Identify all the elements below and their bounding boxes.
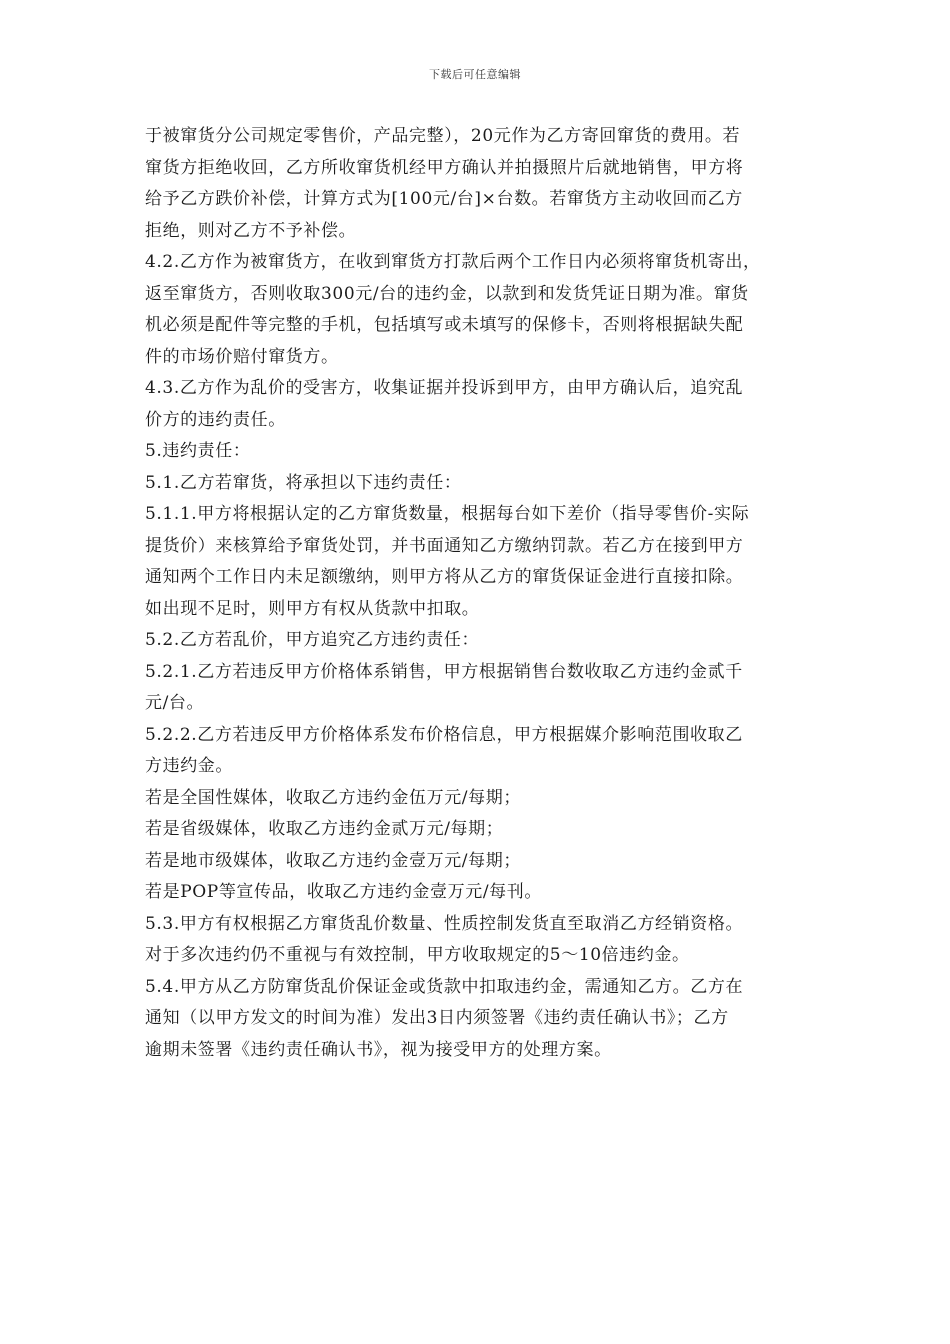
text-line: 提货价）来核算给予窜货处罚，并书面通知乙方缴纳罚款。若乙方在接到甲方: [145, 535, 744, 556]
text-line: 返至窜货方，否则收取300元/台的违约金，以款到和发货凭证日期为准。窜货: [145, 283, 749, 304]
text-line: 4.2.乙方作为被窜货方，在收到窜货方打款后两个工作日内必须将窜货机寄出，: [145, 252, 761, 272]
text-line: 4.3.乙方作为乱价的受害方，收集证据并投诉到甲方，由甲方确认后，追究乱: [145, 378, 744, 398]
text-line: 元/台。: [145, 693, 205, 713]
text-line: 如出现不足时，则甲方有权从货款中扣取。: [145, 598, 480, 619]
text-line: 5.2.2.乙方若违反甲方价格体系发布价格信息，甲方根据媒介影响范围收取乙: [145, 724, 743, 745]
text-line: 若是POP等宣传品，收取乙方违约金壹万元/每刊。: [145, 882, 542, 902]
text-line: 机必须是配件等完整的手机，包括填写或未填写的保修卡，否则将根据缺失配: [145, 315, 744, 335]
text-line: 若是省级媒体，收取乙方违约金贰万元/每期；: [145, 819, 504, 839]
text-line: 通知（以甲方发文的时间为准）发出3日内须签署《违约责任确认书》；乙方: [145, 1008, 729, 1028]
text-line: 于被窜货分公司规定零售价，产品完整），20元作为乙方寄回窜货的费用。若: [145, 126, 741, 146]
text-line: 窜货方拒绝收回，乙方所收窜货机经甲方确认并拍摄照片后就地销售，甲方将: [145, 157, 744, 178]
text-line: 价方的违约责任。: [145, 409, 286, 430]
header-note: 下载后可任意编辑: [429, 68, 521, 81]
text-line: 对于多次违约仍不重视与有效控制，甲方收取规定的5～10倍违约金。: [145, 945, 690, 965]
text-line: 若是全国性媒体，收取乙方违约金伍万元/每期；: [145, 787, 521, 808]
text-line: 通知两个工作日内未足额缴纳，则甲方将从乙方的窜货保证金进行直接扣除。: [145, 567, 744, 587]
document-body: [145, 121, 825, 1066]
text-line: 5.4.甲方从乙方防窜货乱价保证金或货款中扣取违约金，需通知乙方。乙方在: [145, 976, 744, 997]
text-line: 5.1.1.甲方将根据认定的乙方窜货数量，根据每台如下差价（指导零售价-实际: [145, 504, 750, 524]
text-line: 拒绝，则对乙方不予补偿。: [145, 220, 357, 241]
text-line: 若是地市级媒体，收取乙方违约金壹万元/每期；: [145, 850, 521, 871]
text-line: 逾期未签署《违约责任确认书》，视为接受甲方的处理方案。: [145, 1039, 612, 1060]
text-line: 5.3.甲方有权根据乙方窜货乱价数量、性质控制发货直至取消乙方经销资格。: [145, 913, 744, 934]
section-heading: 5.违约责任：: [145, 441, 251, 461]
text-line: 方违约金。: [145, 756, 233, 776]
text-line: 件的市场价赔付窜货方。: [145, 346, 339, 367]
text-line: 给予乙方跌价补偿，计算方式为[100元/台]×台数。若窜货方主动收回而乙方: [145, 189, 743, 209]
text-line: 5.2.1.乙方若违反甲方价格体系销售，甲方根据销售台数收取乙方违约金贰千: [145, 661, 743, 682]
text-line: 5.2.乙方若乱价，甲方追究乙方违约责任：: [145, 630, 480, 650]
text-line: 5.1.乙方若窜货，将承担以下违约责任：: [145, 472, 462, 493]
